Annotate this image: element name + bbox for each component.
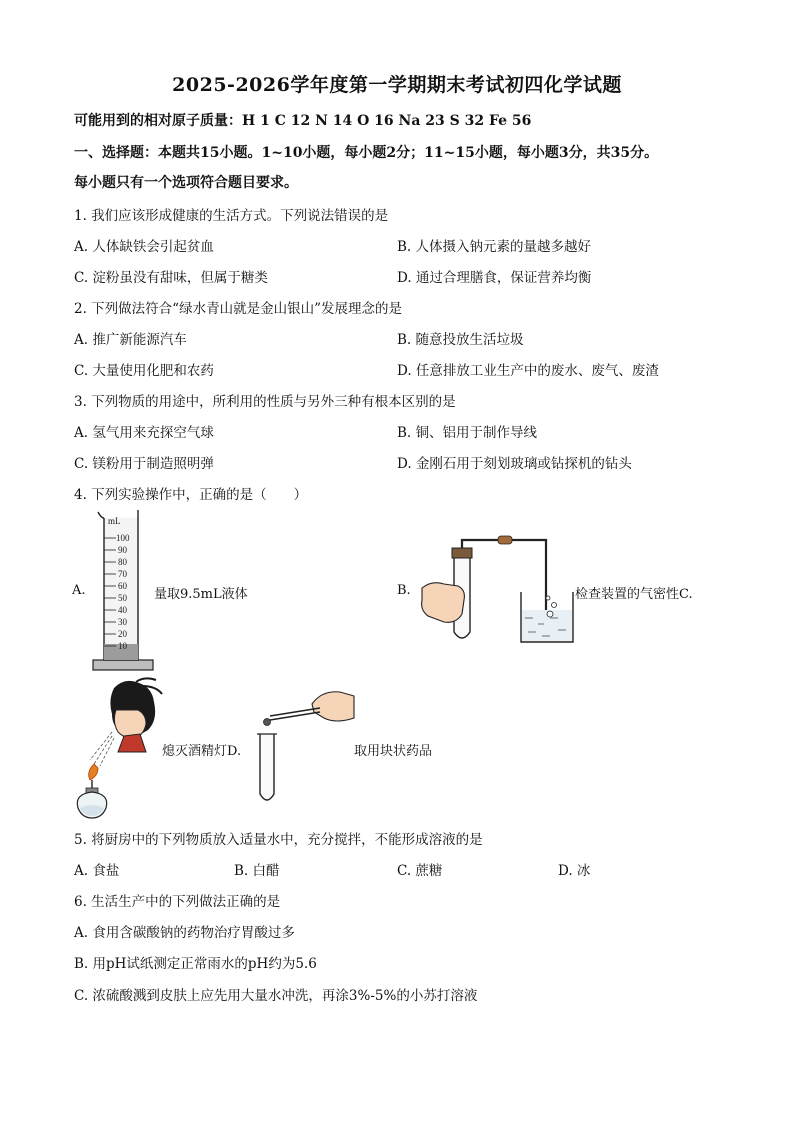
section-heading: 一、选择题：本题共15小题。1~10小题，每小题2分；11~15小题，每小题3分，共35分。 [74,145,659,161]
tick-label: 40 [118,605,127,615]
question-1-option-c[interactable]: C. 淀粉虽没有甜味，但属于糖类 [74,270,268,286]
airtightness-apparatus-figure [418,534,574,646]
question-3-stem: 3. 下列物质的用途中，所利用的性质与另外三种有根本区别的是 [74,394,456,410]
question-2-option-b[interactable]: B. 随意投放生活垃圾 [397,332,524,348]
question-1-option-d[interactable]: D. 通过合理膳食，保证营养均衡 [397,270,592,286]
cylinder-unit: mL [108,516,121,526]
tweezers-test-tube-figure [250,688,356,806]
question-3-option-b[interactable]: B. 铜、铝用于制作导线 [397,425,538,441]
question-3-option-c[interactable]: C. 镁粉用于制造照明弹 [74,456,214,472]
figure-b-caption: 检查装置的气密性C. [575,587,693,602]
question-1-stem: 1. 我们应该形成健康的生活方式。下列说法错误的是 [74,208,389,224]
tick-label: 100 [116,533,130,543]
question-6-option-c[interactable]: C. 浓硫酸溅到皮肤上应先用大量水冲洗，再涂3%-5%的小苏打溶液 [74,988,478,1004]
question-5-option-d[interactable]: D. 冰 [558,863,591,879]
figure-d-caption: 取用块状药品 [354,744,433,759]
question-5-option-b[interactable]: B. 白醋 [234,863,280,879]
question-2-stem: 2. 下列做法符合“绿水青山就是金山银山”发展理念的是 [74,301,402,317]
tick-label: 50 [118,593,127,603]
blowing-out-alcohol-lamp-figure [72,676,164,824]
tick-label: 60 [118,581,127,591]
tick-label: 80 [118,557,127,567]
figure-a-caption: 量取9.5mL液体 [154,587,248,602]
question-3-option-a[interactable]: A. 氢气用来充探空气球 [74,425,214,441]
tick-label: 70 [118,569,127,579]
section-subheading: 每小题只有一个选项符合题目要求。 [74,175,298,191]
figure-b-letter[interactable]: B. [397,583,411,598]
atomic-masses-line: 可能用到的相对原子质量：H 1 C 12 N 14 O 16 Na 23 S 32 Fe 56 [74,113,532,129]
question-2-option-d[interactable]: D. 任意排放工业生产中的废水、废气、废渣 [397,363,659,379]
question-1-option-b[interactable]: B. 人体摄入钠元素的量越多越好 [397,239,592,255]
question-5-stem: 5. 将厨房中的下列物质放入适量水中，充分搅拌，不能形成溶液的是 [74,832,483,848]
tick-label: 10 [118,641,127,651]
tick-label: 30 [118,617,127,627]
question-6-option-a[interactable]: A. 食用含碳酸钠的药物治疗胃酸过多 [74,925,295,941]
graduated-cylinder-figure [92,508,162,672]
question-5-option-c[interactable]: C. 蔗糖 [397,863,443,879]
figure-c-caption: 熄灭酒精灯D. [162,744,242,759]
figure-a-letter[interactable]: A. [72,583,86,598]
question-1-option-a[interactable]: A. 人体缺铁会引起贫血 [74,239,214,255]
question-4-stem: 4. 下列实验操作中，正确的是（ ） [74,487,308,503]
question-2-option-a[interactable]: A. 推广新能源汽车 [74,332,187,348]
question-2-option-c[interactable]: C. 大量使用化肥和农药 [74,363,214,379]
tick-label: 20 [118,629,127,639]
tick-label: 90 [118,545,127,555]
question-5-option-a[interactable]: A. 食盐 [74,863,120,879]
page-title: 2025-2026学年度第一学期期末考试初四化学试题 [172,74,622,96]
question-6-option-b[interactable]: B. 用pH试纸测定正常雨水的pH约为5.6 [74,956,317,972]
question-6-stem: 6. 生活生产中的下列做法正确的是 [74,894,281,910]
question-3-option-d[interactable]: D. 金刚石用于刻划玻璃或钻探机的钻头 [397,456,632,472]
